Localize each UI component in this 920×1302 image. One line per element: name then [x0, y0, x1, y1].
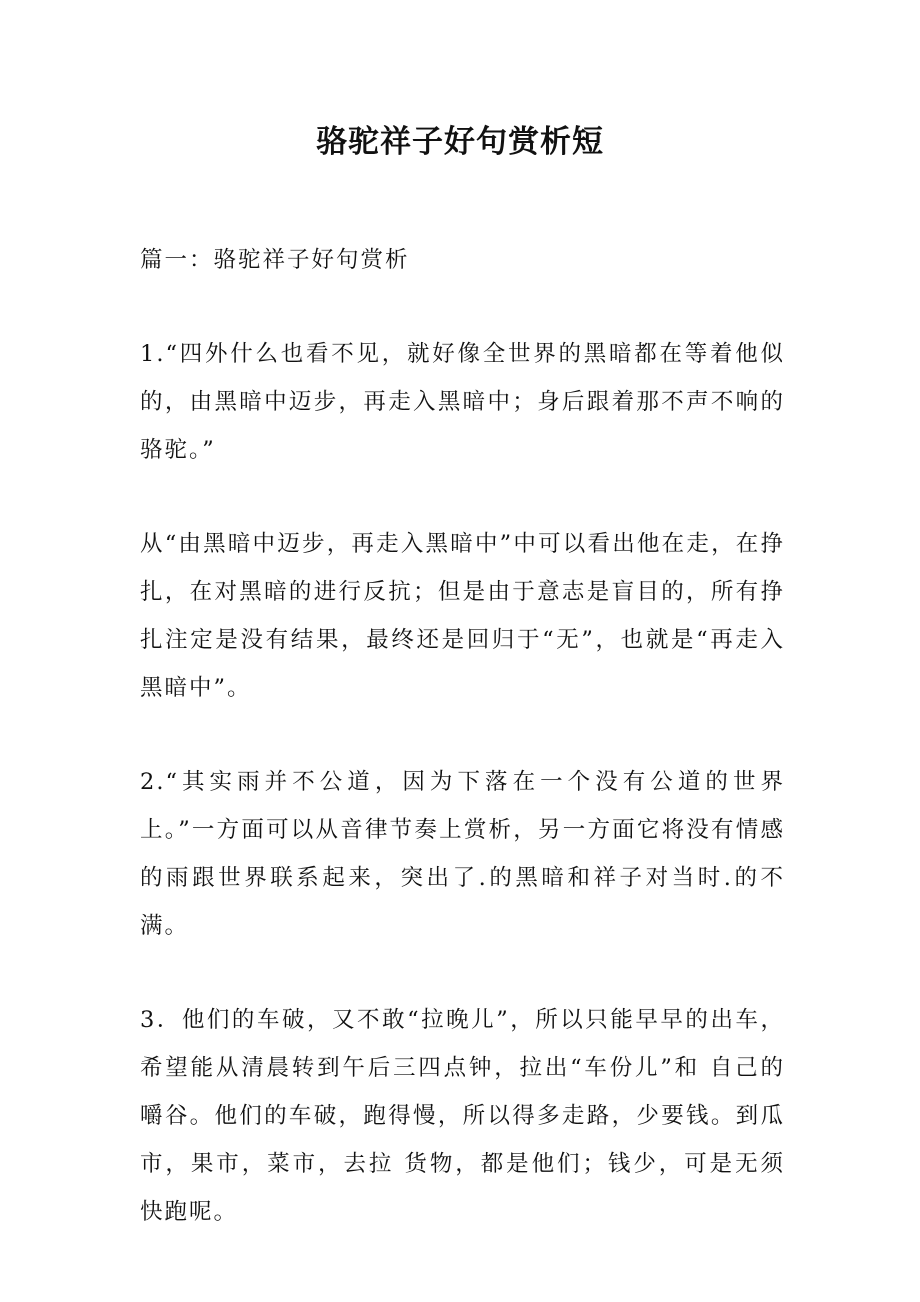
document-body	[140, 236, 785, 1236]
paragraph-3: 2.“其实雨并不公道，因为下落在一个没有公道的世界上。”一方面可以从音律节奏上赏析，另一方面它将没有情感的雨跟世界联系起来，突出了.的黑暗和祥子对当时.的不满。	[140, 769, 785, 939]
document-title: 骆驼祥子好句赏析短	[316, 124, 604, 160]
paragraph-1: 1.“四外什么也看不见，就好像全世界的黑暗都在等着他似的，由黑暗中迈步，再走入黑暗中；身后跟着那不声不响的骆驼。”	[140, 341, 785, 463]
section-heading: 篇一：骆驼祥子好句赏析	[140, 247, 410, 273]
paragraph-2: 从“由黑暗中迈步，再走入黑暗中”中可以看出他在走，在挣扎，在对黑暗的进行反抗；但是由于意志是盲目的，所有挣扎注定是没有结果，最终还是回归于“无”，也就是“再走入黑暗中”。	[140, 531, 785, 701]
paragraph-4: 3．他们的车破，又不敢“拉晚儿”，所以只能早早的出车，希望能从清晨转到午后三四点钟，拉出“车份儿”和 自己的嚼谷。他们的车破，跑得慢，所以得多走路，少要钱。到瓜市，果市，菜市，去拉 货物，都是他们；钱少，可是无须快跑呢。	[140, 1007, 785, 1225]
